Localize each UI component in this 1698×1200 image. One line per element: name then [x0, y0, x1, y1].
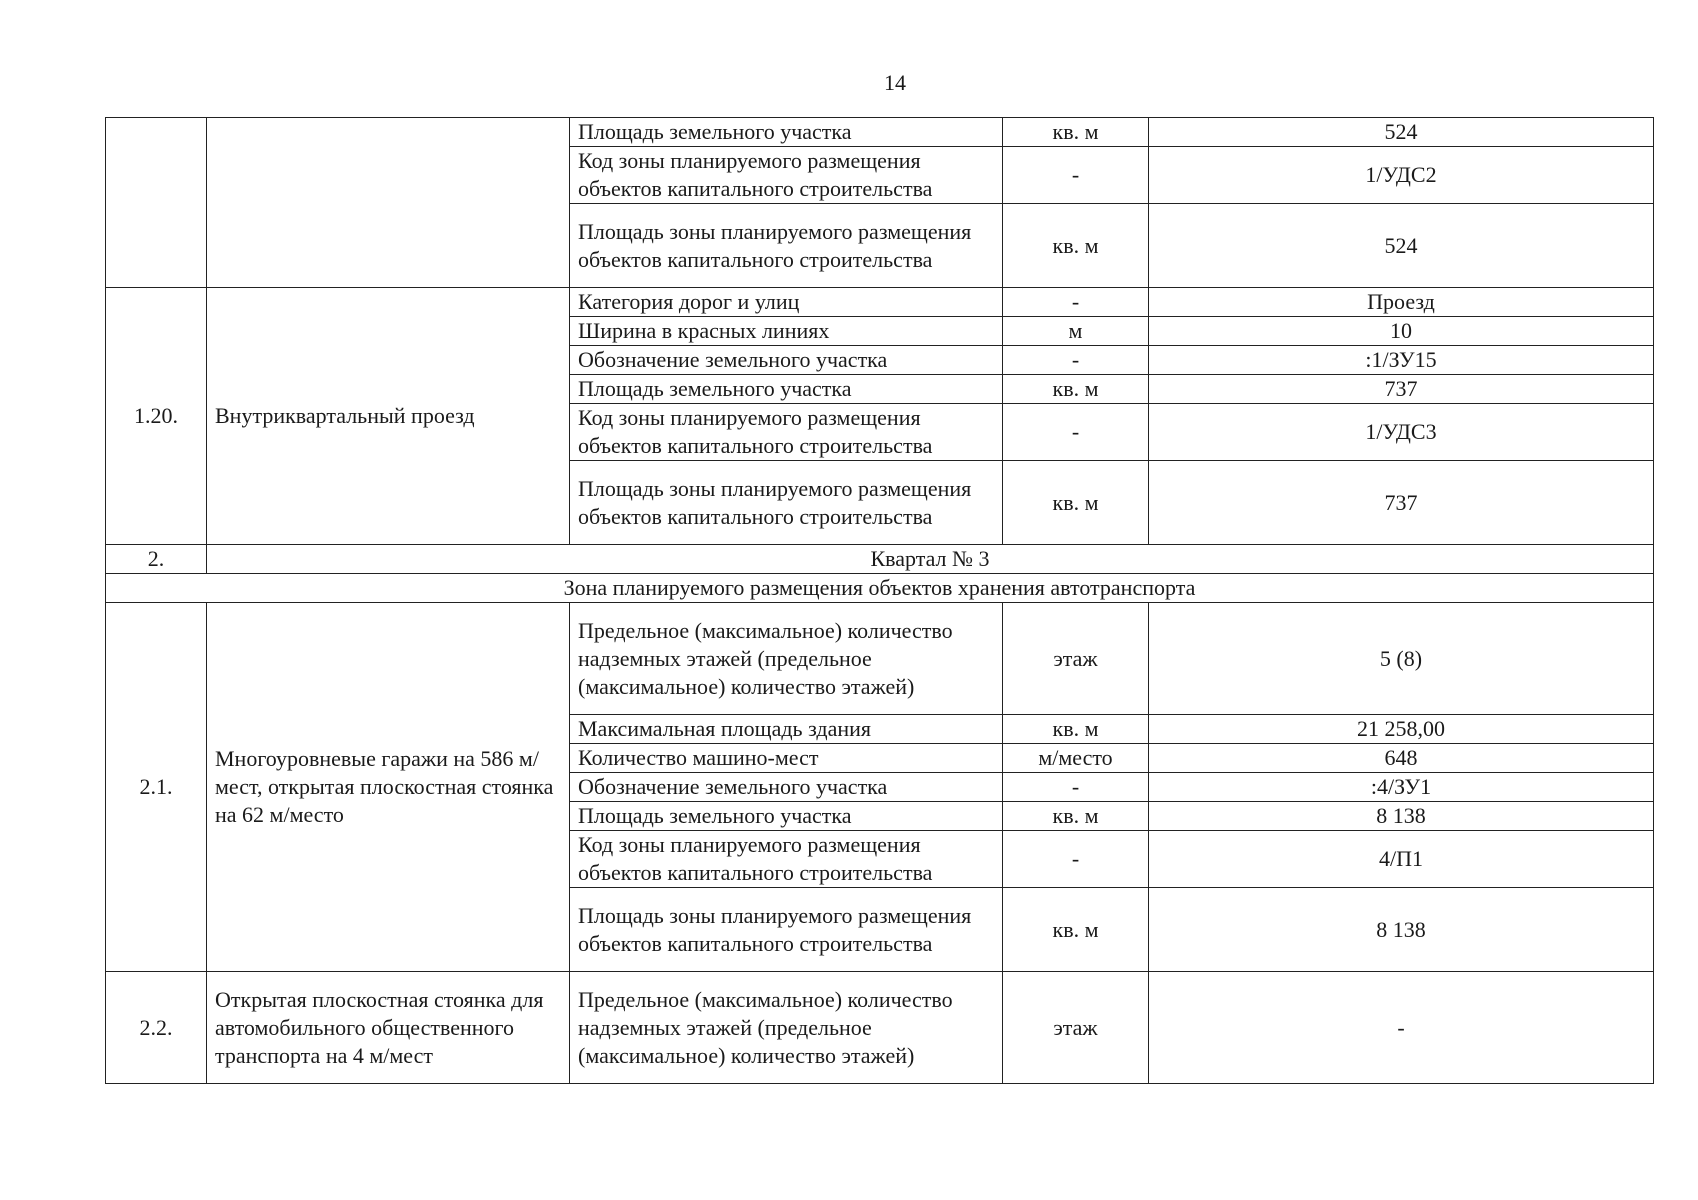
table-row — [106, 603, 1654, 715]
item-name-cell: Открытая плоскостная стоянка для автомобильного общественного транспорта на 4 м/мест — [207, 972, 570, 1084]
param-cell: Код зоны планируемого размещения объектов капитального строительства — [570, 831, 1003, 888]
section-number-cell: 2. — [106, 545, 207, 574]
param-cell: Категория дорог и улиц — [570, 288, 1003, 317]
value-cell: 10 — [1149, 317, 1654, 346]
value-cell: 737 — [1149, 461, 1654, 545]
item-name-cell: Многоуровневые гаражи на 586 м/мест, открытая плоскостная стоянка на 62 м/место — [207, 603, 570, 972]
value-cell: - — [1149, 972, 1654, 1084]
value-cell: Проезд — [1149, 288, 1654, 317]
item-number-cell: 2.2. — [106, 972, 207, 1084]
value-cell: 8 138 — [1149, 888, 1654, 972]
item-number-cell — [106, 118, 207, 288]
unit-cell: кв. м — [1003, 888, 1149, 972]
param-cell: Максимальная площадь здания — [570, 715, 1003, 744]
value-cell: 737 — [1149, 375, 1654, 404]
table-row — [106, 972, 1654, 1084]
value-cell: 4/П1 — [1149, 831, 1654, 888]
value-cell: 8 138 — [1149, 802, 1654, 831]
specification-table — [105, 117, 1654, 1084]
item-number-cell: 2.1. — [106, 603, 207, 972]
param-cell: Площадь земельного участка — [570, 118, 1003, 147]
param-cell: Площадь зоны планируемого размещения объектов капитального строительства — [570, 888, 1003, 972]
unit-cell: кв. м — [1003, 204, 1149, 288]
param-cell: Ширина в красных линиях — [570, 317, 1003, 346]
unit-cell: кв. м — [1003, 802, 1149, 831]
value-cell: 1/УДС3 — [1149, 404, 1654, 461]
zone-heading-cell: Зона планируемого размещения объектов хранения автотранспорта — [106, 574, 1654, 603]
param-cell: Предельное (максимальное) количество надземных этажей (предельное (максимальное) количество этажей) — [570, 603, 1003, 715]
unit-cell: - — [1003, 773, 1149, 802]
unit-cell: кв. м — [1003, 375, 1149, 404]
section-row — [106, 545, 1654, 574]
zone-heading-row — [106, 574, 1654, 603]
page-number: 14 — [884, 70, 906, 95]
table-row — [106, 118, 1654, 147]
value-cell: :1/ЗУ15 — [1149, 346, 1654, 375]
unit-cell: кв. м — [1003, 461, 1149, 545]
param-cell: Площадь зоны планируемого размещения объектов капитального строительства — [570, 204, 1003, 288]
param-cell: Обозначение земельного участка — [570, 346, 1003, 375]
value-cell: 524 — [1149, 204, 1654, 288]
item-number-cell: 1.20. — [106, 288, 207, 545]
unit-cell: - — [1003, 346, 1149, 375]
unit-cell: - — [1003, 404, 1149, 461]
unit-cell: этаж — [1003, 603, 1149, 715]
value-cell: 21 258,00 — [1149, 715, 1654, 744]
item-name-cell — [207, 118, 570, 288]
unit-cell: - — [1003, 288, 1149, 317]
value-cell: :4/ЗУ1 — [1149, 773, 1654, 802]
item-name-cell: Внутриквартальный проезд — [207, 288, 570, 545]
value-cell: 524 — [1149, 118, 1654, 147]
unit-cell: м — [1003, 317, 1149, 346]
param-cell: Площадь земельного участка — [570, 375, 1003, 404]
unit-cell: м/место — [1003, 744, 1149, 773]
section-title-cell: Квартал № 3 — [207, 545, 1654, 574]
unit-cell: - — [1003, 147, 1149, 204]
value-cell: 1/УДС2 — [1149, 147, 1654, 204]
unit-cell: кв. м — [1003, 715, 1149, 744]
param-cell: Код зоны планируемого размещения объектов капитального строительства — [570, 147, 1003, 204]
unit-cell: - — [1003, 831, 1149, 888]
value-cell: 5 (8) — [1149, 603, 1654, 715]
param-cell: Количество машино-мест — [570, 744, 1003, 773]
param-cell: Площадь земельного участка — [570, 802, 1003, 831]
param-cell: Код зоны планируемого размещения объектов капитального строительства — [570, 404, 1003, 461]
param-cell: Площадь зоны планируемого размещения объектов капитального строительства — [570, 461, 1003, 545]
unit-cell: кв. м — [1003, 118, 1149, 147]
unit-cell: этаж — [1003, 972, 1149, 1084]
param-cell: Обозначение земельного участка — [570, 773, 1003, 802]
param-cell: Предельное (максимальное) количество надземных этажей (предельное (максимальное) количество этажей) — [570, 972, 1003, 1084]
value-cell: 648 — [1149, 744, 1654, 773]
table-row — [106, 288, 1654, 317]
